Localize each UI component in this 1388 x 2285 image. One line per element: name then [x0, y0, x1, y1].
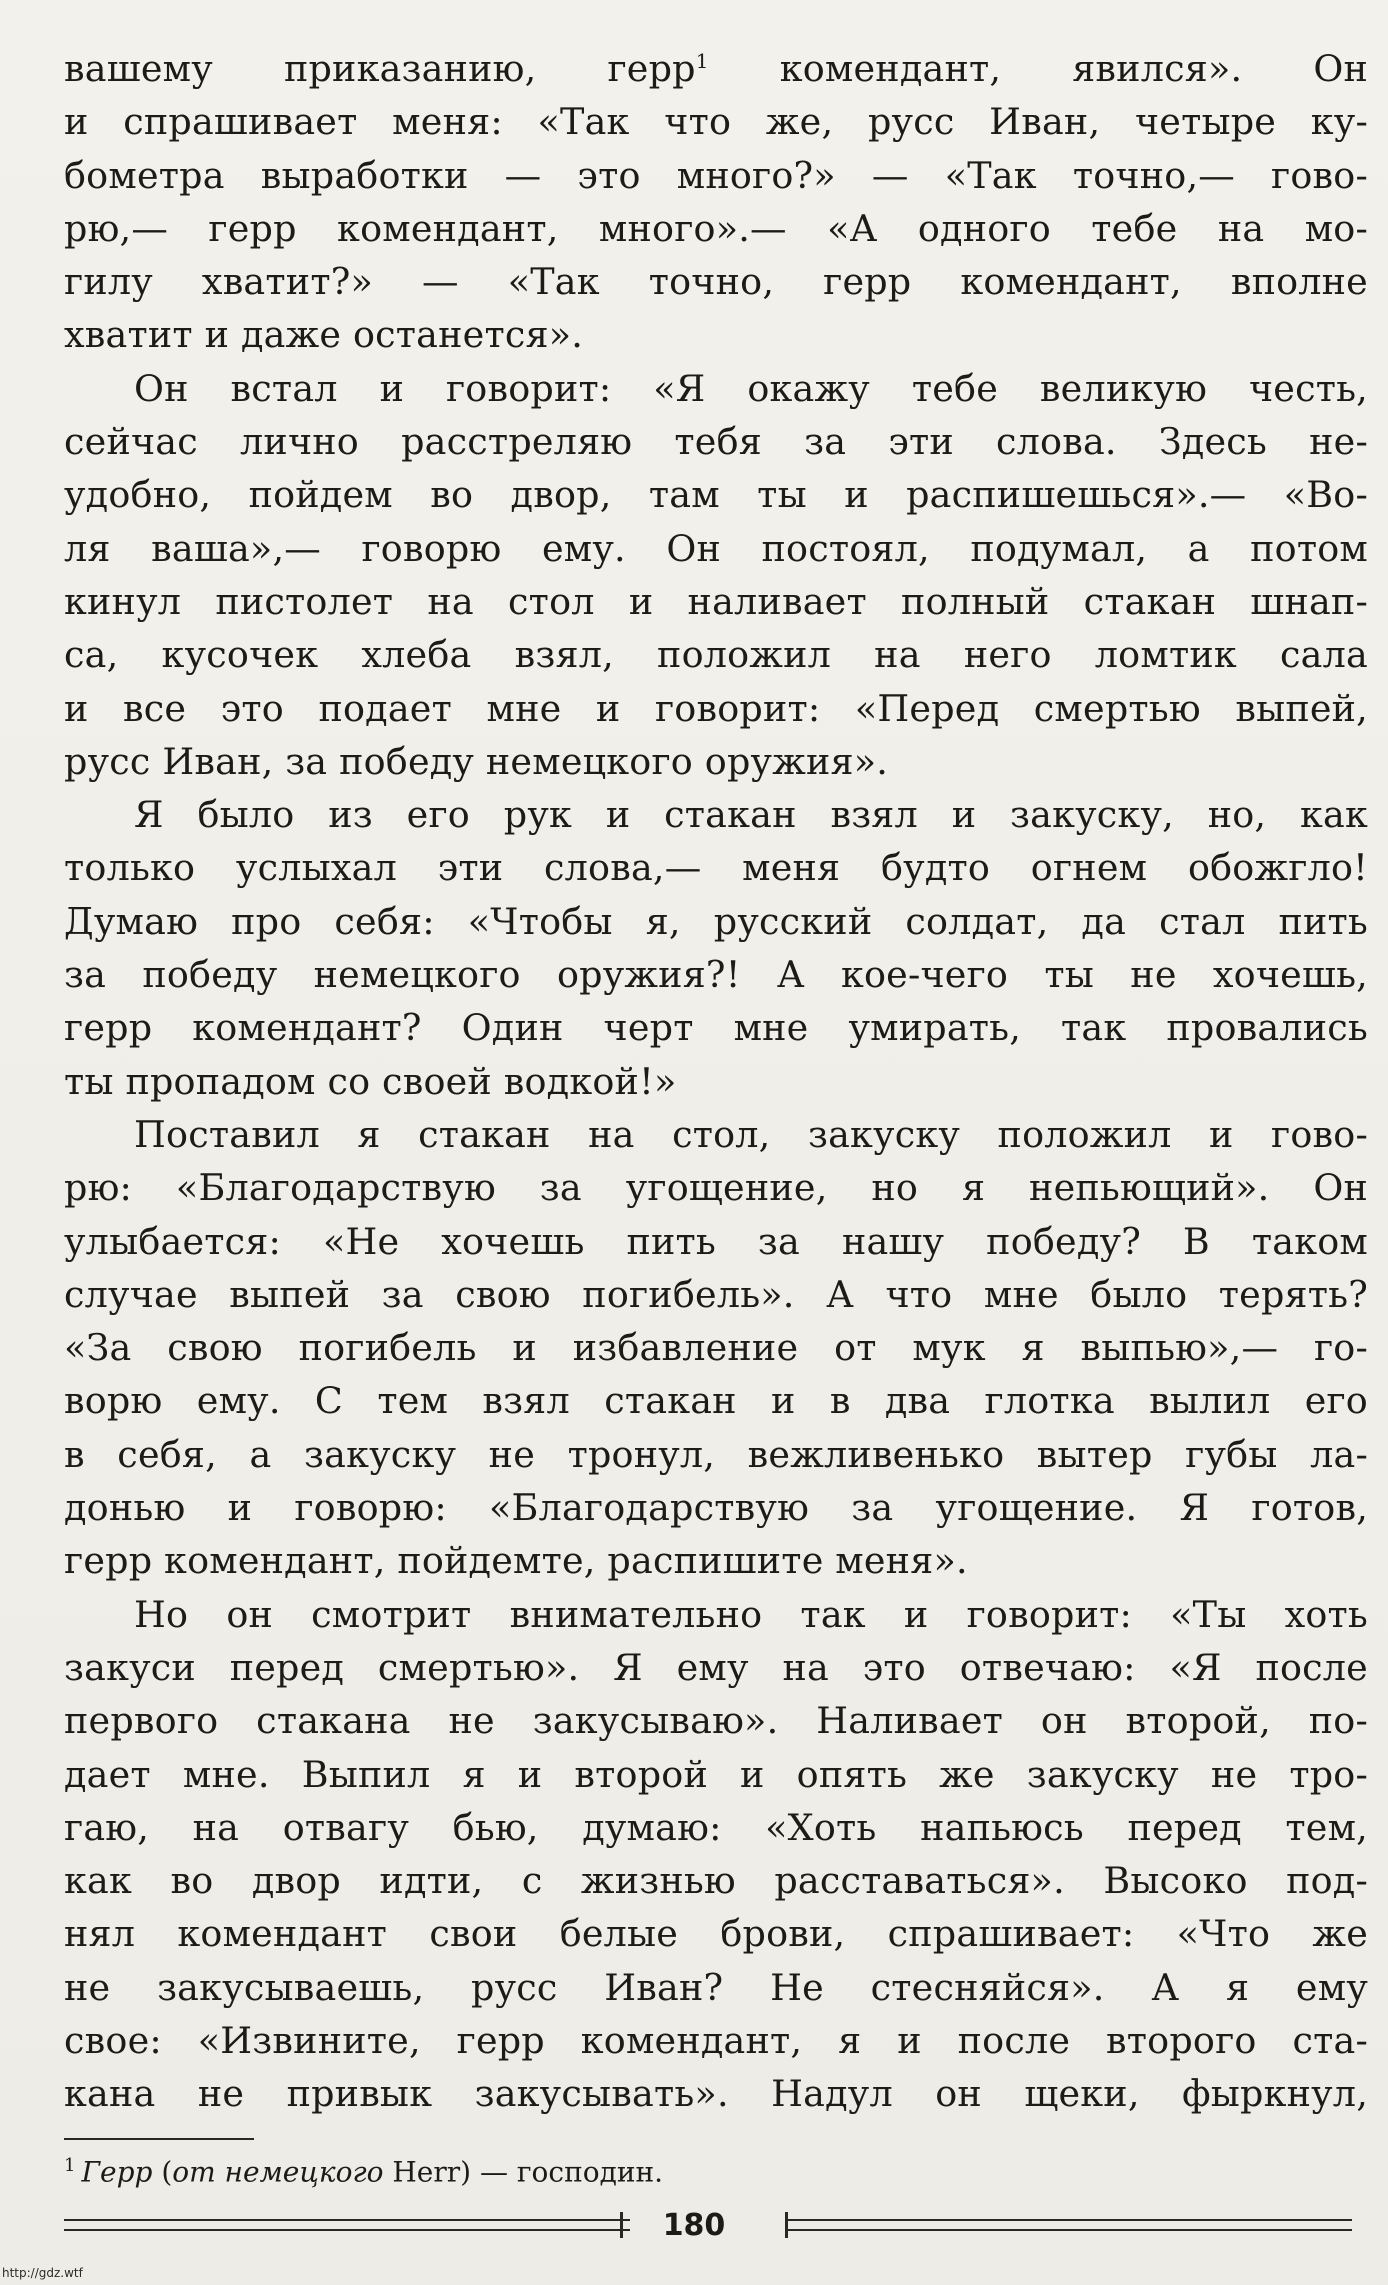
text-line: случае выпей за свою погибель». А что мне было терять?	[64, 1272, 1368, 1316]
text-line: русс Иван, за победу немецкого оружия».	[64, 739, 889, 783]
paragraph-start: Он встал и говорит: «Я окажу тебе великую честь,	[134, 366, 1368, 410]
text-line: герр комендант? Один черт мне умирать, так провались	[64, 1006, 1368, 1050]
text-line: и спрашивает меня: «Так что же, русс Иван, четыре ку-	[64, 100, 1368, 144]
text-line-1	[64, 42, 1368, 95]
page-rule-right-end	[785, 2212, 788, 2238]
text-line: не закусываешь, русс Иван? Не стесняйся». А я ему	[64, 1965, 1368, 2009]
text-line: бометра выработки — это много?» — «Так точно,— гово-	[64, 153, 1368, 197]
text-line: в себя, а закуску не тронул, вежливенько вытер губы ла-	[64, 1432, 1368, 1476]
text-line: Думаю про себя: «Чтобы я, русский солдат, да стал пить	[64, 899, 1368, 943]
page-rule-right-bottom	[786, 2229, 1352, 2231]
footnote-open: (	[152, 2155, 173, 2189]
footnote-divider	[64, 2138, 254, 2140]
text-line: удобно, пойдем во двор, там ты и распишешься».— «Во-	[64, 473, 1368, 517]
text-line: ты пропадом со своей водкой!»	[64, 1059, 677, 1103]
text-line: ворю ему. С тем взял стакан и в два глотка вылил его	[64, 1379, 1368, 1423]
text-line: как во двор идти, с жизнью расставаться». Высоко под-	[64, 1859, 1368, 1903]
text-line: ля ваша»,— говорю ему. Он постоял, подумал, а потом	[64, 526, 1368, 570]
main-text	[64, 42, 1368, 2121]
footnote-marker: 1	[64, 2155, 76, 2176]
text-line: сейчас лично расстреляю тебя за эти слова. Здесь не-	[64, 420, 1368, 464]
text-line: свое: «Извините, герр комендант, я и после второго ста-	[64, 2018, 1368, 2062]
text-line: гилу хватит?» — «Так точно, герр комендант, вполне	[64, 260, 1368, 304]
watermark: http://gdz.wtf	[2, 2266, 83, 2280]
text-line: дает мне. Выпил я и второй и опять же закуску не тро-	[64, 1752, 1368, 1796]
footnote-from: от немецкого	[172, 2155, 384, 2189]
text-line: рю,— герр комендант, много».— «А одного тебе на мо-	[64, 206, 1368, 250]
page-rule-right-top	[786, 2219, 1352, 2221]
text-line: закуси перед смертью». Я ему на это отвечаю: «Я после	[64, 1645, 1368, 1689]
footnote-term: Герр	[81, 2155, 153, 2189]
footnote-original: Herr) — господин.	[383, 2155, 664, 2189]
text-line: кинул пистолет на стол и наливает полный стакан шнап-	[64, 579, 1368, 623]
text-line-1-start: вашему приказанию, герр	[64, 47, 696, 90]
text-line: донью и говорю: «Благодарствую за угощение. Я готов,	[64, 1486, 1368, 1530]
text-line: «За свою погибель и избавление от мук я выпью»,— го-	[64, 1326, 1368, 1370]
text-line: хватит и даже останется».	[64, 313, 584, 357]
text-line: герр комендант, пойдемте, распишите меня».	[64, 1539, 968, 1583]
text-line: гаю, на отвагу бью, думаю: «Хоть напьюсь перед тем,	[64, 1805, 1368, 1849]
text-line-1-end: комендант, явился». Он	[708, 47, 1368, 90]
page-number: 180	[662, 2208, 726, 2243]
text-line: са, кусочек хлеба взял, положил на него ломтик сала	[64, 633, 1368, 677]
text-line: нял комендант свои белые брови, спрашивает: «Что же	[64, 1912, 1368, 1956]
text-line: улыбается: «Не хочешь пить за нашу победу? В таком	[64, 1219, 1368, 1263]
paragraph-start: Я было из его рук и стакан взял и закуску, но, как	[134, 793, 1368, 837]
paragraph-start: Поставил я стакан на стол, закуску положил и гово-	[134, 1112, 1368, 1156]
text-line: первого стакана не закусываю». Наливает он второй, по-	[64, 1699, 1368, 1743]
paragraph-start: Но он смотрит внимательно так и говорит: «Ты хоть	[134, 1592, 1368, 1636]
text-line: и все это подает мне и говорит: «Перед смертью выпей,	[64, 686, 1368, 730]
text-line: за победу немецкого оружия?! А кое-чего ты не хочешь,	[64, 953, 1368, 997]
footnote-reference: 1	[695, 48, 709, 73]
text-line: только услыхал эти слова,— меня будто огнем обожгло!	[64, 846, 1368, 890]
footnote	[64, 2146, 663, 2192]
text-line: рю: «Благодарствую за угощение, но я непьющий». Он	[64, 1166, 1368, 1210]
text-line: кана не привык закусывать». Надул он щеки, фыркнул,	[64, 2072, 1368, 2116]
